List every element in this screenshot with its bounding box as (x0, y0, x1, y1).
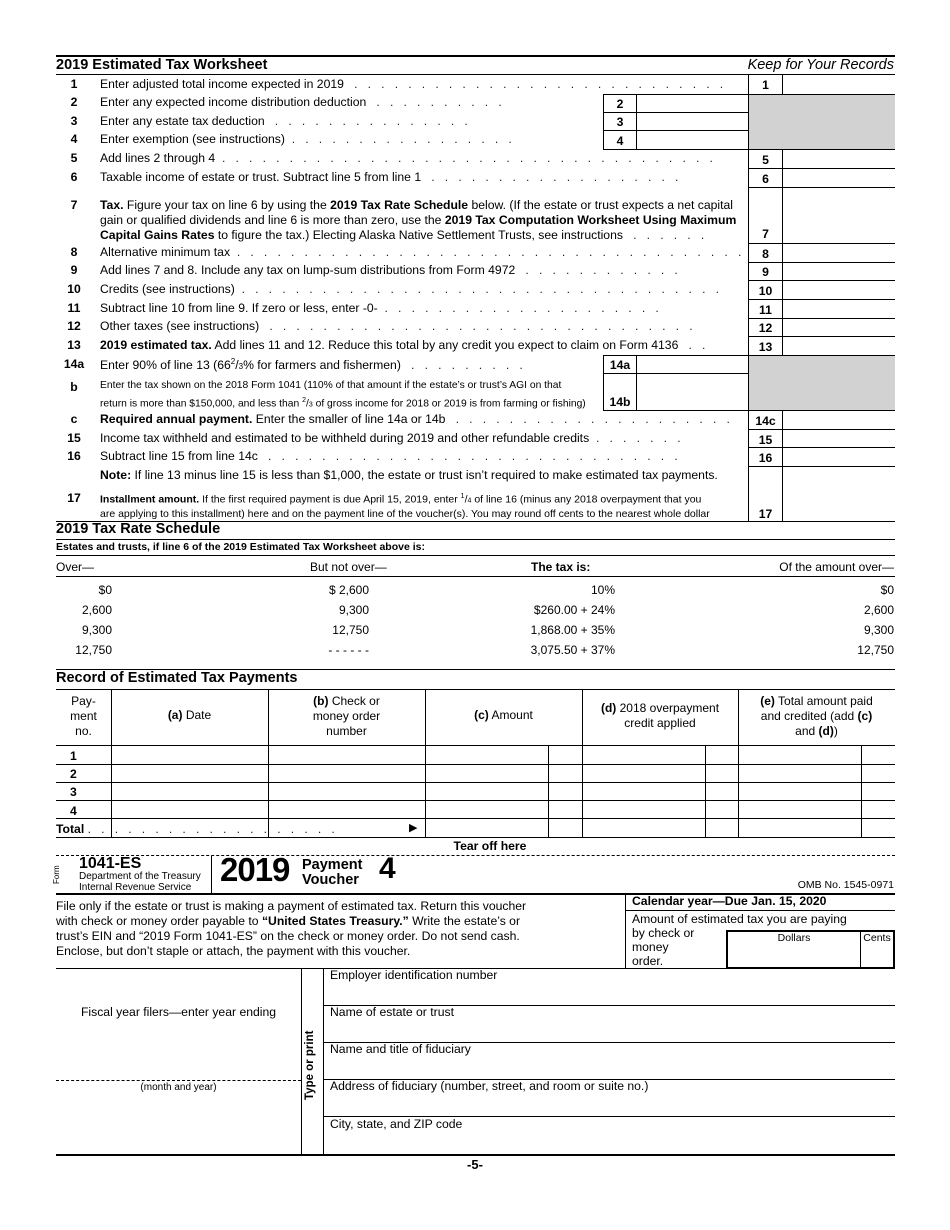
schedule-header-rule (56, 576, 895, 577)
schedule-header-of-amount: Of the amount over— (779, 560, 894, 574)
box-rule (748, 355, 895, 356)
line-13-label: 2019 estimated tax. Add lines 11 and 12. Reduce this total by any credit you expect to claim on Form 4136 . . (100, 338, 706, 352)
line-13-box-label: 13 (758, 340, 773, 354)
line-9-box-label: 9 (762, 265, 769, 279)
voucher-header-divider (211, 856, 212, 893)
line-3-box-label: 3 (616, 115, 624, 129)
schedule-row-4-of-amount: 12,750 (857, 643, 894, 657)
schedule-title-rule (56, 539, 895, 540)
line-1-number: 1 (70, 77, 78, 91)
line-14a-label: Enter 90% of line 13 ($66^2/3\%$ for farmers and fishermen) . . . . . . . . . (100, 357, 523, 373)
line-16-box-label: 16 (758, 451, 773, 465)
line-5-number: 5 (70, 151, 78, 165)
line-10-label: Credits (see instructions) . . . . . . . . . . . . . . . . . . . . . . . . . . . . . . . . . . . . (100, 282, 720, 296)
record-row-rule (56, 764, 895, 765)
schedule-row-1-of-amount: $0 (880, 583, 894, 597)
record-total-label: Total . . . . . . . . . . . . . . . . . . . (56, 822, 335, 836)
line-4-amount-field[interactable] (637, 131, 748, 149)
line-5-label: Add lines 2 through 4 . . . . . . . . . . . . . . . . . . . . . . . . . . . . . . . . . . . . . (100, 151, 713, 165)
ein-input[interactable] (324, 984, 895, 1005)
schedule-subtitle: Estates and trusts, if line 6 of the 2019 Estimated Tax Worksheet above is: (56, 541, 425, 553)
schedule-row-3-over: 9,300 (81, 623, 112, 637)
fiduciary-name-input[interactable] (324, 1058, 895, 1079)
line-4-label: Enter exemption (see instructions) . . . . . . . . . . . . . . . . . (100, 132, 512, 146)
line-2-number: 2 (70, 95, 78, 109)
line-7-box-label: 7 (762, 227, 769, 241)
record-row-rule (56, 782, 895, 783)
fiduciary-address-label: Address of fiduciary (number, street, and room or suite no.) (330, 1079, 649, 1093)
box-rule (748, 94, 895, 95)
line-11-amount-field[interactable] (783, 300, 895, 318)
record-row-rule (56, 800, 895, 801)
line-9-amount-field[interactable] (783, 263, 895, 280)
line-14a-box-label: 14a (609, 358, 631, 372)
line-15-box-label: 15 (758, 433, 773, 447)
line-16-number: 16 (67, 449, 81, 463)
record-row-rule (56, 818, 895, 819)
line-17-number: 17 (67, 491, 81, 505)
line-14c-label: Required annual payment. Enter the smaller of line 14a or 14b . . . . . . . . . . . . . . . . . . . . . (100, 412, 730, 426)
cents-label: Cents (863, 932, 891, 944)
line-2-label: Enter any expected income distribution deduction . . . . . . . . . . (100, 95, 502, 109)
schedule-row-3-not-over: 12,750 (332, 623, 369, 637)
voucher-instructions: File only if the estate or trust is making a payment of estimated tax. Return this voucher with check or money order payable to “United States Treasury.” Write the estate’s or trust’s EIN and “2019 Form 1041-ES” on the check or money order. Do not send cash. Enclose, but don’t staple or attach, the payment with this voucher. (56, 899, 527, 958)
line-5-box-label: 5 (762, 153, 769, 167)
schedule-row-1-not-over: $ 2,600 (328, 583, 369, 597)
form-label: Form (52, 865, 61, 884)
line-6-label: Taxable income of estate or trust. Subtract line 5 from line 1 . . . . . . . . . . . . . . . . . . . (100, 170, 679, 184)
line-1-label: Enter adjusted total income expected in 2019 . . . . . . . . . . . . . . . . . . . . . . . . . . . . (100, 77, 724, 91)
estate-name-input[interactable] (324, 1021, 895, 1042)
line-2-box-label: 2 (616, 97, 624, 111)
record-row-4-number: 4 (70, 804, 77, 818)
line-14b-box-label: 14b (609, 395, 631, 409)
record-col-rule (548, 745, 549, 837)
payment-voucher-label: Payment Voucher (302, 857, 363, 888)
line-14b-number: b (70, 380, 78, 394)
record-header-date: (a) Date (167, 708, 212, 722)
schedule-subtitle-rule (56, 555, 895, 556)
schedule-title: 2019 Tax Rate Schedule (56, 521, 221, 537)
type-or-print-label: Type or print (304, 1030, 316, 1100)
schedule-row-4-over: 12,750 (75, 643, 112, 657)
line-3-number: 3 (70, 114, 78, 128)
line-8-box-label: 8 (762, 247, 769, 261)
line-3-label: Enter any estate tax deduction . . . . . . . . . . . . . . . (100, 114, 468, 128)
record-header-total-paid: (e) Total amount paid and credited (add (c) and (d)) (760, 694, 873, 738)
record-col-rule (705, 745, 706, 837)
record-row-1-number: 1 (70, 749, 77, 763)
month-year-label: (month and year) (140, 1082, 217, 1093)
line-8-label: Alternative minimum tax . . . . . . . . . . . . . . . . . . . . . . . . . . . . . . . . . . . . . . (100, 245, 742, 259)
line-14b-amount-field[interactable] (637, 374, 748, 410)
omb-number: OMB No. 1545-0971 (797, 879, 894, 891)
inner-box-rule (603, 149, 749, 150)
schedule-row-3-tax: 1,868.00 + 35% (530, 623, 615, 637)
line-8-number: 8 (70, 245, 78, 259)
ein-label: Employer identification number (330, 968, 498, 982)
schedule-row-2-over: 2,600 (81, 603, 112, 617)
line-10-amount-field[interactable] (783, 281, 895, 299)
voucher-number: 4 (379, 852, 396, 885)
form-number: 1041-ES (79, 855, 142, 872)
line-4-number: 4 (70, 132, 78, 146)
schedule-header-not-over: But not over— (310, 560, 387, 574)
line-12-box-label: 12 (758, 321, 773, 335)
line-16-amount-field[interactable] (783, 448, 895, 466)
record-header-overpayment: (d) 2018 overpayment credit applied (600, 701, 720, 730)
record-row-3-number: 3 (70, 785, 77, 799)
record-title: Record of Estimated Tax Payments (56, 670, 298, 686)
title-rule (56, 74, 895, 75)
line-12-amount-field[interactable] (783, 319, 895, 336)
schedule-header-tax: The tax is: (531, 560, 591, 574)
record-bottom-rule (56, 837, 895, 838)
line-7-number: 7 (70, 198, 78, 212)
inner-box-rule (603, 410, 749, 411)
line-12-number: 12 (67, 319, 81, 333)
line-14c-number: c (70, 412, 78, 426)
fiscal-year-label: Fiscal year filers—enter year ending (80, 1005, 277, 1019)
line-1-box-label: 1 (762, 78, 769, 92)
record-row-2-number: 2 (70, 767, 77, 781)
line-6-box-label: 6 (762, 172, 769, 186)
line-11-box-label: 11 (759, 303, 772, 317)
fiduciary-name-label: Name and title of fiduciary (330, 1042, 471, 1056)
schedule-row-2-not-over: 9,300 (338, 603, 369, 617)
line-5-amount-field[interactable] (783, 150, 895, 168)
city-state-zip-input[interactable] (324, 1133, 895, 1154)
voucher-amount-divider (625, 894, 626, 968)
record-header-payment-no: Pay- ment no. (70, 694, 97, 738)
line-9-number: 9 (70, 263, 78, 277)
line-12-label: Other taxes (see instructions) . . . . . . . . . . . . . . . . . . . . . . . . . . . . . . . . (100, 319, 693, 333)
record-title-rule (56, 689, 895, 690)
line-13-amount-field[interactable] (783, 337, 895, 355)
line-14b-label: Enter the tax shown on the 2018 Form 1041 (110% of that amount if the estate’s or trust’s AGI on that return is more than $150,000, and less than $^2$/3 of gross income for 2018 or 2019 is from farming or fishing) (100, 380, 586, 410)
keep-records-note: Keep for Your Records (747, 57, 894, 73)
line-15-label: Income tax withheld and estimated to be withheld during 2019 and other refundable credits . . . . . . . (100, 431, 681, 445)
line-11-number: 11 (67, 301, 81, 315)
line-7-amount-field[interactable] (783, 188, 895, 243)
line-17-box-label: 17 (758, 507, 773, 521)
line-14a-number: 14a (63, 357, 85, 371)
record-col-rule (861, 745, 862, 837)
type-print-left-rule (301, 968, 302, 1154)
schedule-header-over: Over— (56, 560, 95, 574)
schedule-row-2-of-amount: 2,600 (863, 603, 894, 617)
page-number: -5- (467, 1157, 483, 1172)
line-14c-amount-field[interactable] (783, 411, 895, 429)
dollars-label: Dollars (777, 932, 811, 944)
line-1-amount-field[interactable] (783, 75, 895, 94)
estate-name-label: Name of estate or trust (330, 1005, 454, 1019)
schedule-row-4-not-over: - - - - - - (328, 643, 369, 657)
record-header-check-number: (b) Check or money order number (312, 694, 381, 738)
line-4-box-label: 4 (616, 134, 624, 148)
schedule-row-4-tax: 3,075.50 + 37% (530, 643, 615, 657)
record-header-amount: (c) Amount (474, 708, 533, 722)
line-9-label: Add lines 7 and 8. Include any tax on lump-sum distributions from Form 4972 . . . . . . . . . . . . (100, 263, 678, 277)
schedule-row-1-over: $0 (98, 583, 112, 597)
line-17-label: Installment amount. If the first required payment is due April 15, 2019, enter $^1$/4 of line 16 (minus any 2018 overpayment that you are applying to this installment) here and on the payment line of the voucher(s). You may round off cents to the nearest whole dollar (100, 493, 710, 520)
line-2-amount-field[interactable] (637, 95, 748, 112)
line-13-number: 13 (67, 338, 81, 352)
tear-off-label: Tear off here (453, 839, 527, 853)
worksheet-title: 2019 Estimated Tax Worksheet (56, 57, 268, 73)
worksheet-note: Note: If line 13 minus line 15 is less than $1,000, the estate or trust isn’t required to make estimated tax payments. (100, 468, 718, 482)
department-text: Department of the Treasury Internal Revenue Service (79, 871, 201, 893)
line-14a-amount-field[interactable] (637, 356, 748, 373)
calendar-year-due: Calendar year—Due Jan. 15, 2020 (632, 894, 827, 908)
line-3-amount-field[interactable] (637, 113, 748, 130)
tear-off-line (56, 855, 895, 856)
calendar-rule (625, 910, 895, 911)
schedule-row-2-tax: $260.00 + 24% (533, 603, 615, 617)
voucher-year: 2019 (220, 851, 290, 888)
voucher-bottom-rule (56, 1154, 895, 1156)
amount-label: Amount of estimated tax you are paying by check or money order. (632, 912, 847, 968)
schedule-row-1-tax: 10% (590, 583, 615, 597)
schedule-row-3-of-amount: 9,300 (863, 623, 894, 637)
shaded-area-1 (749, 94, 895, 149)
shaded-area-2 (749, 355, 895, 410)
fiduciary-address-input[interactable] (324, 1095, 895, 1116)
line-17-amount-field[interactable] (783, 467, 895, 522)
line-14c-box-label: 14c (755, 414, 776, 428)
line-6-number: 6 (70, 170, 78, 184)
line-10-number: 10 (67, 282, 81, 296)
fiscal-year-field-line (56, 1080, 301, 1081)
fiscal-year-input[interactable] (56, 1061, 301, 1079)
line-11-label: Subtract line 10 from line 9. If zero or less, enter -0- . . . . . . . . . . . . . . . . . . . . . (100, 301, 659, 315)
line-15-amount-field[interactable] (783, 430, 895, 447)
line-7-label: Tax. Figure your tax on line 6 by using the 2019 Tax Rate Schedule below. (If the estate or trust expects a net capital gain or qualified dividends and line 6 is more than zero, use the 2019 Tax Computation Worksheet Using Maximum Capital Gains Rates to figure the tax.) Electing Alaska Native Settlement Trusts, see instructions . . . . . . (100, 198, 737, 242)
line-10-box-label: 10 (758, 284, 773, 298)
total-arrow-icon: ▶ (409, 822, 418, 834)
line-16-label: Subtract line 15 from line 14c . . . . . . . . . . . . . . . . . . . . . . . . . . . . . . . (100, 449, 678, 463)
record-row-rule (56, 745, 895, 746)
line-15-number: 15 (67, 431, 81, 445)
line-6-amount-field[interactable] (783, 169, 895, 187)
line-8-amount-field[interactable] (783, 244, 895, 262)
city-state-zip-label: City, state, and ZIP code (330, 1117, 463, 1131)
